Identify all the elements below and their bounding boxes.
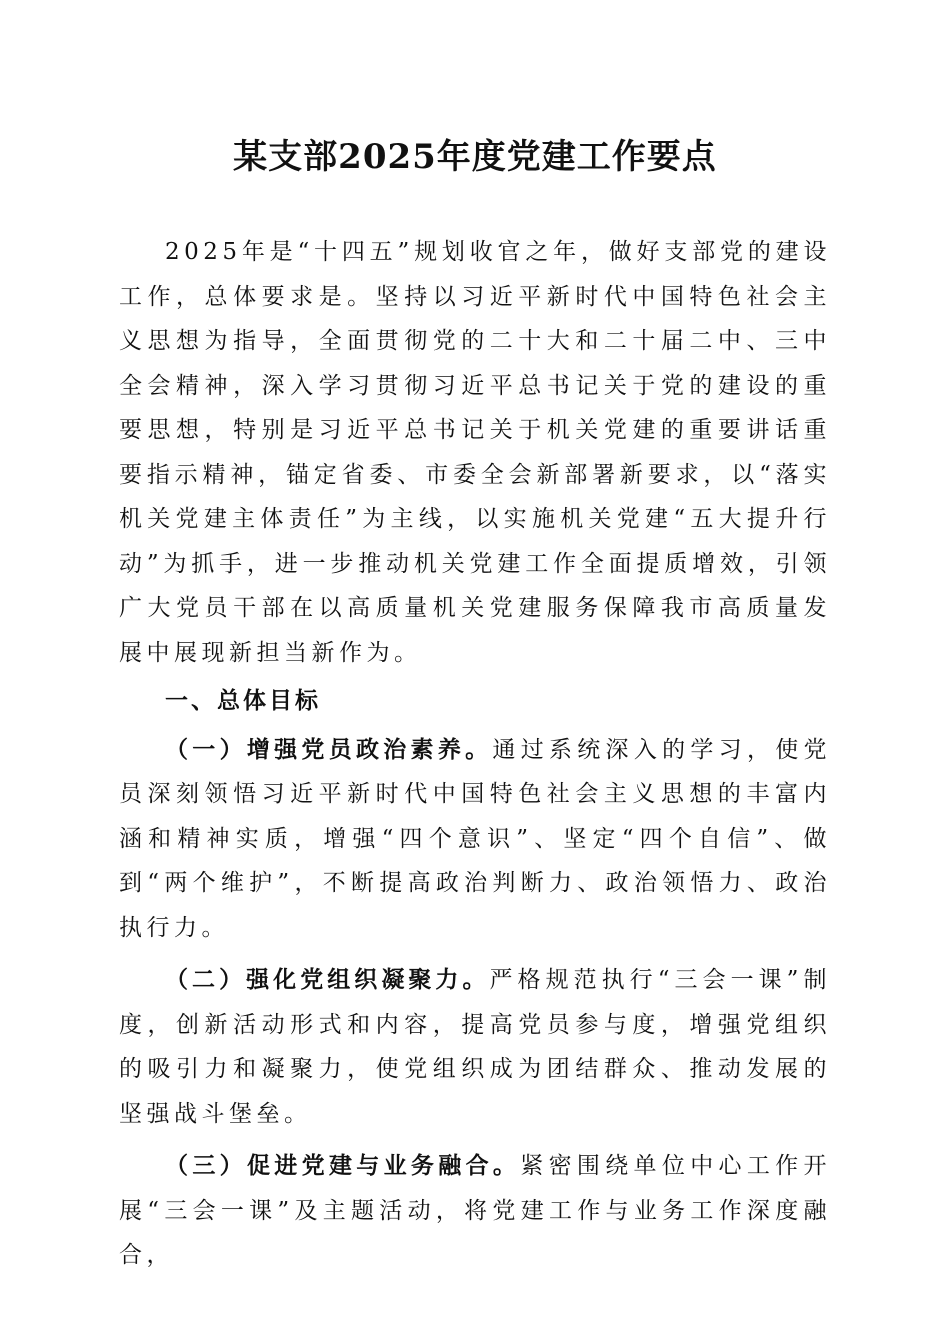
goal-item-3-lead: （三）促进党建与业务融合。 — [165, 1153, 521, 1179]
document-title: 某支部2025年度党建工作要点 — [233, 137, 717, 177]
goal-item-1-text: 通过系统深入的学习，使党员深刻领悟习近平新时代中国特色社会主义思想的丰富内涵和精神实质，增强“四个意识”、坚定“四个自信”、做到“两个维护”，不断提高政治判断力、政治领悟力、政治执行力。 — [119, 736, 832, 941]
goal-item-2-lead: （二）强化党组织凝聚力。 — [165, 967, 490, 993]
intro-paragraph: 2025年是“十四五”规划收官之年，做好支部党的建设工作，总体要求是。坚持以习近平新时代中国特色社会主义思想为指导，全面贯彻党的二十大和二十届二中、三中全会精神，深入学习贯彻习近平总书记关于党的建设的重要思想，特别是习近平总书记关于机关党建的重要讲话重要指示精神，锚定省委、市委全会新部署新要求，以“落实机关党建主体责任”为主线，以实施机关党建“五大提升行动”为抓手，进一步推动机关党建工作全面提质增效，引领广大党员干部在以高质量机关党建服务保障我市高质量发展中展现新担当新作为。 — [119, 239, 831, 666]
goal-item-1 — [119, 728, 831, 951]
goal-item-3-text: 紧密围绕单位中心工作开展“三会一课”及主题活动，将党建工作与业务工作深度融合， — [119, 1153, 832, 1268]
goal-item-2-text: 严格规范执行“三会一课”制度，创新活动形式和内容，提高党员参与度，增强党组织的吸引力和凝聚力，使党组织成为团结群众、推动发展的坚强战斗堡垒。 — [119, 967, 831, 1127]
section-heading: 一、总体目标 — [165, 688, 321, 714]
goal-item-3 — [119, 1144, 831, 1278]
goal-item-1-lead: （一）增强党员政治素养。 — [165, 736, 493, 763]
goal-item-2 — [119, 958, 831, 1136]
document-body — [119, 230, 831, 1278]
